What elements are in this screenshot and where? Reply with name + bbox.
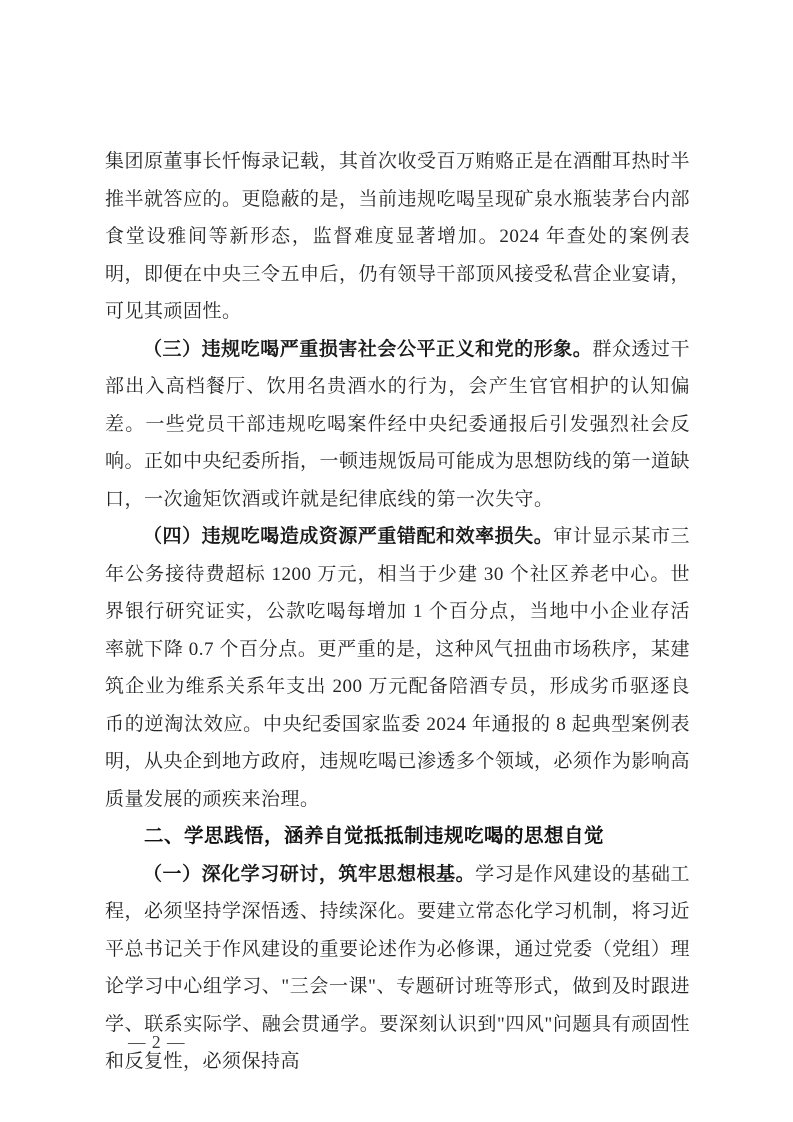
- paragraph-lead: （四）违规吃喝造成资源严重错配和效率损失。: [143, 526, 554, 547]
- document-body: [105, 143, 690, 1081]
- paragraph-text: 学习是作风建设的基础工程，必须坚持学深悟透、持续深化。要建立常态化学习机制，将习近平总书记关于作风建设的重要论述作为必修课，通过党委（党组）理论学习中心组学习、"三会一课"、专题研讨班等形式，做到及时跟进学、联系实际学、融会贯通学。要深刻认识到"四风"问题具有顽固性和反复性，必须保持高: [105, 863, 691, 1072]
- body-paragraph-4: [105, 518, 690, 818]
- paragraph-lead: （一）深化学习研讨，筑牢思想根基。: [143, 863, 476, 885]
- paragraph-text: 集团原董事长忏悔录记载，其首次收受百万贿赂正是在酒酣耳热时半推半就答应的。更隐蔽的是，当前违规吃喝呈现矿泉水瓶装茅台内部食堂设雅间等新形态，监督难度显著增加。2024 年查处的案例表明，即便在中央三令五申后，仍有领导干部顶风接受私营企业宴请，可见其顽固性。: [105, 151, 691, 322]
- paragraph-text: 审计显示某市三年公务接待费超标 1200 万元，相当于少建 30 个社区养老中心。世界银行研究证实，公款吃喝每增加 1 个百分点，当地中小企业存活率就下降 0.7 个百分点。更严重的是，这种风气扭曲市场秩序，某建筑企业为维系关系年支出 200 万元配备陪酒专员，形成劣币驱逐良币的逆淘汰效应。中央纪委国家监委 2024 年通报的 8 起典型案例表明，从央企到地方政府，违规吃喝已渗透多个领域，必须作为影响高质量发展的顽疾来治理。: [105, 526, 691, 810]
- page-number: — 2 —: [128, 1032, 186, 1052]
- paragraph-lead: （三）违规吃喝严重损害社会公平正义和党的形象。: [143, 338, 593, 360]
- paragraph-text: 群众透过干部出入高档餐厅、饮用名贵酒水的行为，会产生官官相护的认知偏差。一些党员干部违规吃喝案件经中央纪委通报后引发强烈社会反响。正如中央纪委所指，一顿违规饭局可能成为思想防线的第一道缺口，一次逾矩饮酒或许就是纪律底线的第一次失守。: [105, 338, 691, 510]
- body-paragraph-3: [105, 331, 690, 519]
- body-paragraph-continuation: [105, 143, 690, 331]
- section-heading: 二、学思践悟，涵养自觉抵抵制违规吃喝的思想自觉: [144, 825, 605, 847]
- body-paragraph-1: [105, 856, 690, 1081]
- page-footer: [128, 1030, 186, 1054]
